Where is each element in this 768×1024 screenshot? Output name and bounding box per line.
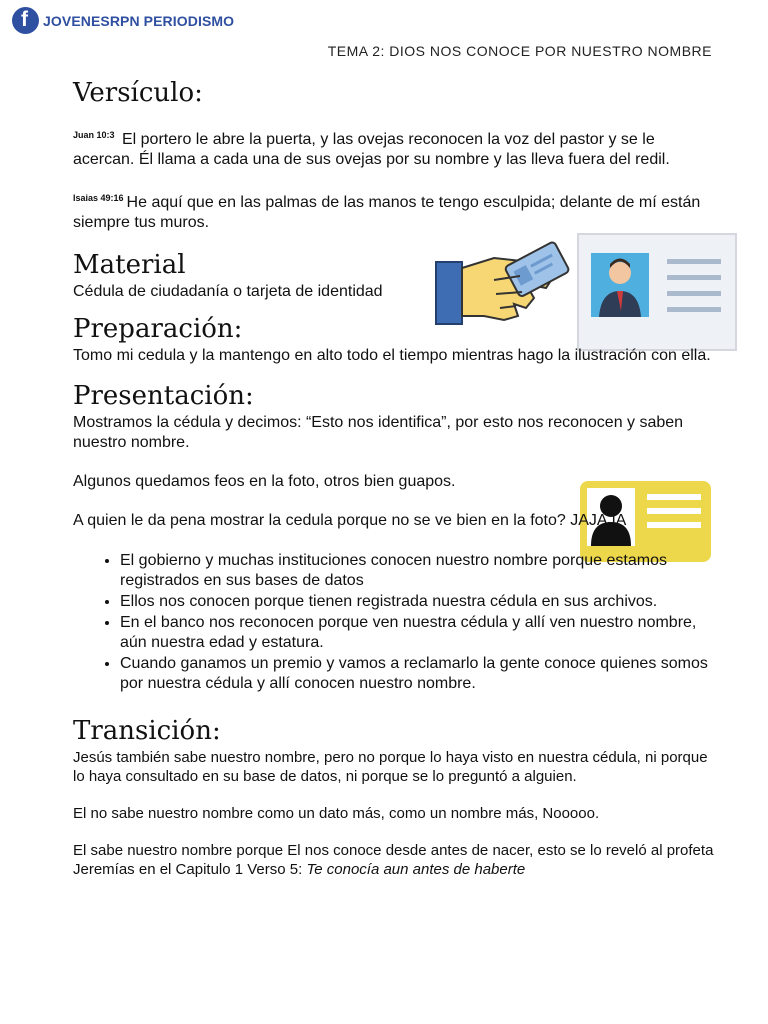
list-item: • Ellos nos conocen porque tienen registrada nuestra cédula en sus archivos.: [120, 591, 718, 612]
list-item: • En el banco nos reconocen porque ven nuestra cédula y allí ven nuestro nombre, aún nuestra edad y estatura.: [120, 612, 718, 653]
preparacion-text: Tomo mi cedula y la mantengo en alto todo el tiempo mientras hago la ilustración con ella.: [73, 347, 711, 364]
verse-ref: Isaias 49:16: [73, 193, 124, 203]
topic-title: TEMA 2: DIOS NOS CONOCE POR NUESTRO NOMBRE: [327, 43, 712, 59]
presentacion-bullets: [73, 550, 718, 694]
list-item: • Cuando ganamos un premio y vamos a reclamarlo la gente conoce quienes somos por nuestra cédula y allí conocen nuestro nombre.: [120, 653, 718, 694]
list-item: • El gobierno y muchas instituciones conocen nuestro nombre porque estamos registrados en sus bases de datos: [120, 550, 718, 591]
transicion-p3: [73, 841, 718, 879]
verse-ref: Juan 10:3: [73, 130, 115, 140]
material-text: Cédula de ciudadanía o tarjeta de identidad: [73, 283, 383, 300]
document-body: [73, 76, 718, 879]
presentacion-paragraph: Mostramos la cédula y decimos: “Esto nos identifica”, por esto nos reconocen y saben nuestro nombre.: [73, 414, 684, 451]
transicion-p3-text: El sabe nuestro nombre porque El nos conoce desde antes de nacer, esto se lo reveló al profeta Jeremías en el Capitulo 1 Verso 5:: [73, 842, 714, 878]
transicion-p2: El no sabe nuestro nombre como un dato más, como un nombre más, Nooooo.: [73, 805, 600, 822]
verse-isaias: [73, 188, 713, 233]
brand-header: [12, 7, 234, 34]
preparacion-heading: Preparación:: [73, 314, 243, 344]
transicion-heading: Transición:: [73, 716, 221, 746]
brand-name: JOVENESRPN PERIODISMO: [43, 12, 235, 29]
transicion-quote: Te conocía aun antes de haberte: [306, 861, 526, 878]
facebook-icon[interactable]: f: [12, 7, 39, 34]
verse-text: He aquí que en las palmas de las manos te tengo esculpida; delante de mí están siempre tus muros.: [73, 194, 701, 231]
verse-text: El portero le abre la puerta, y las ovejas reconocen la voz del pastor y se le acercan. Él llama a cada una de sus ovejas por su nombre y las lleva fuera del redil.: [73, 131, 670, 168]
presentacion-paragraph: Algunos quedamos feos en la foto, otros bien guapos.: [73, 473, 456, 490]
verse-juan: [73, 125, 718, 170]
versiculo-heading: Versículo:: [73, 78, 203, 108]
presentacion-heading: Presentación:: [73, 381, 254, 411]
presentacion-paragraph: A quien le da pena mostrar la cedula porque no se ve bien en la foto? JAJAJA: [73, 512, 627, 529]
transicion-p1: Jesús también sabe nuestro nombre, pero no porque lo haya visto en nuestra cédula, ni porque lo haya consultado en su base de datos, ni porque se lo preguntó a alguien.: [73, 749, 708, 785]
material-heading: Material: [73, 250, 186, 280]
